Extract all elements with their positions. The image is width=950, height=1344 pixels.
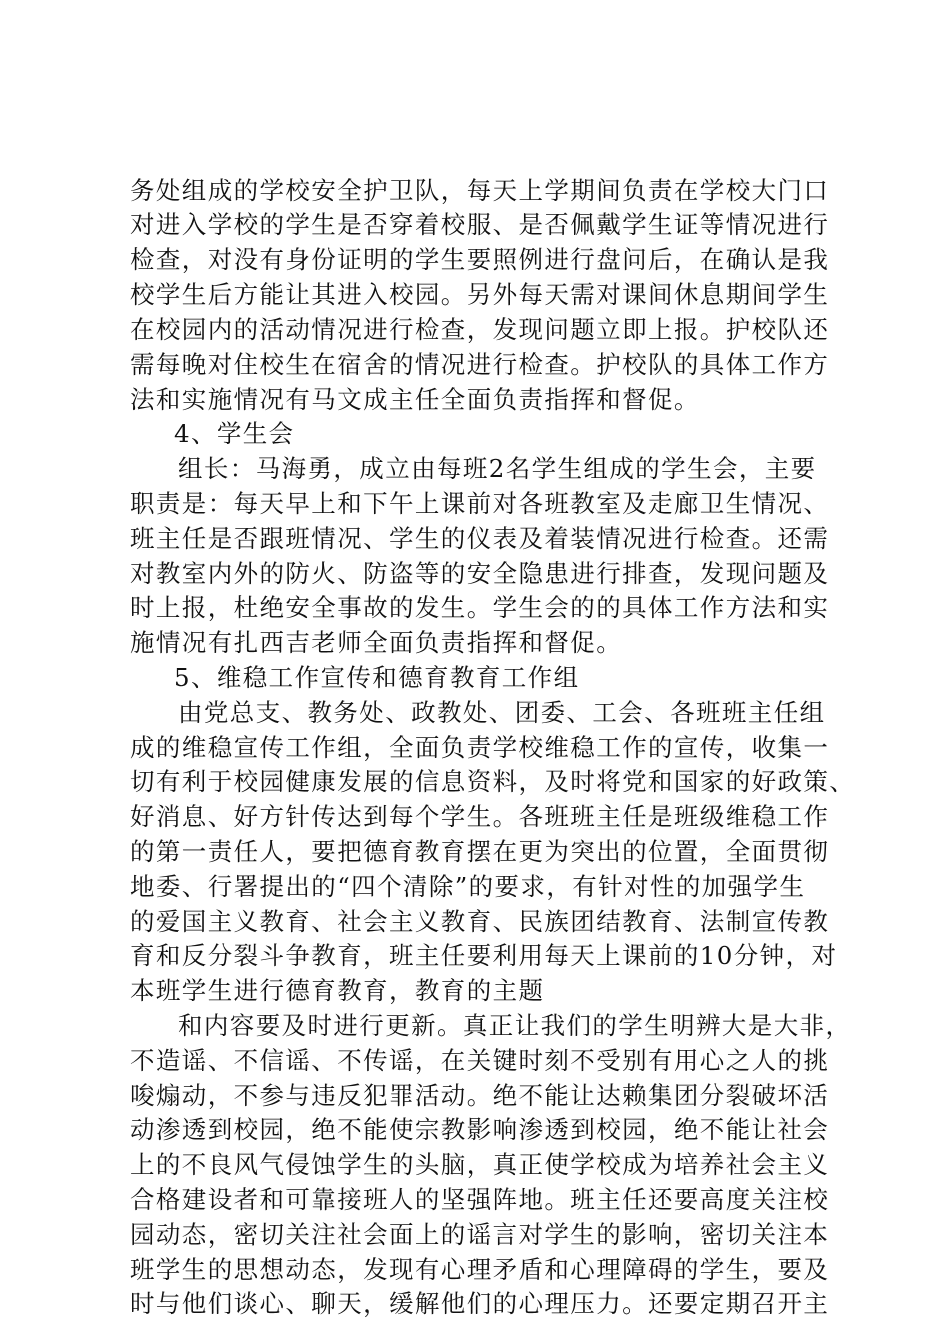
text-line: 班学生的思想动态，发现有心理矛盾和心理障碍的学生，要及 <box>130 1255 830 1284</box>
text-line: 的第一责任人，要把德育教育摆在更为突出的位置，全面贯彻 <box>130 837 830 866</box>
section-heading: 5、维稳工作宣传和德育教育工作组 <box>174 663 580 692</box>
text-line: 组长：马海勇，成立由每班2名学生组成的学生会，主要 <box>178 454 817 483</box>
text-line: 时与他们谈心、聊天，缓解他们的心理压力。还要定期召开主 <box>130 1289 830 1318</box>
text-line: 对教室内外的防火、防盗等的安全隐患进行排查，发现问题及 <box>130 559 830 588</box>
text-line: 园动态，密切关注社会面上的谣言对学生的影响，密切关注本 <box>130 1220 830 1249</box>
text-line: 班主任是否跟班情况、学生的仪表及着装情况进行检查。还需 <box>130 524 830 553</box>
text-line: 上的不良风气侵蚀学生的头脑，真正使学校成为培养社会主义 <box>130 1150 830 1179</box>
text-line: 唆煽动，不参与违反犯罪活动。绝不能让达赖集团分裂破坏活 <box>130 1081 830 1110</box>
text-line: 好消息、好方针传达到每个学生。各班班主任是班级维稳工作 <box>130 802 830 831</box>
text-line: 不造谣、不信谣、不传谣，在关键时刻不受别有用心之人的挑 <box>130 1046 830 1075</box>
text-line: 施情况有扎西吉老师全面负责指挥和督促。 <box>130 628 623 657</box>
text-line: 职责是：每天早上和下午上课前对各班教室及走廊卫生情况、 <box>130 489 830 518</box>
text-line: 动渗透到校园，绝不能使宗教影响渗透到校园，绝不能让社会 <box>130 1115 830 1144</box>
text-line: 对进入学校的学生是否穿着校服、是否佩戴学生证等情况进行 <box>130 210 830 239</box>
text-line: 需每晚对住校生在宿舍的情况进行检查。护校队的具体工作方 <box>130 350 830 379</box>
text-line: 检查，对没有身份证明的学生要照例进行盘问后，在确认是我 <box>130 245 830 274</box>
text-line: 合格建设者和可靠接班人的坚强阵地。班主任还要高度关注校 <box>130 1185 830 1214</box>
section-heading: 4、学生会 <box>174 419 295 448</box>
text-line: 务处组成的学校安全护卫队，每天上学期间负责在学校大门口 <box>130 176 830 205</box>
text-line: 育和反分裂斗争教育，班主任要利用每天上课前的10分钟，对 <box>130 941 838 970</box>
text-line: 法和实施情况有马文成主任全面负责指挥和督促。 <box>130 385 700 414</box>
text-line: 本班学生进行德育教育，教育的主题 <box>130 976 545 1005</box>
text-line: 切有利于校园健康发展的信息资料，及时将党和国家的好政策、 <box>130 767 856 796</box>
text-line: 地委、行署提出的“四个清除”的要求，有针对性的加强学生 <box>130 872 806 901</box>
text-line: 时上报，杜绝安全事故的发生。学生会的的具体工作方法和实 <box>130 593 830 622</box>
text-line: 和内容要及时进行更新。真正让我们的学生明辨大是大非， <box>178 1011 852 1040</box>
text-line: 在校园内的活动情况进行检查，发现问题立即上报。护校队还 <box>130 315 830 344</box>
text-line: 成的维稳宣传工作组，全面负责学校维稳工作的宣传，收集一 <box>130 733 830 762</box>
text-line: 校学生后方能让其进入校园。另外每天需对课间休息期间学生 <box>130 280 830 309</box>
text-line: 由党总支、教务处、政教处、团委、工会、各班班主任组 <box>178 698 826 727</box>
text-line: 的爱国主义教育、社会主义教育、民族团结教育、法制宣传教 <box>130 907 830 936</box>
